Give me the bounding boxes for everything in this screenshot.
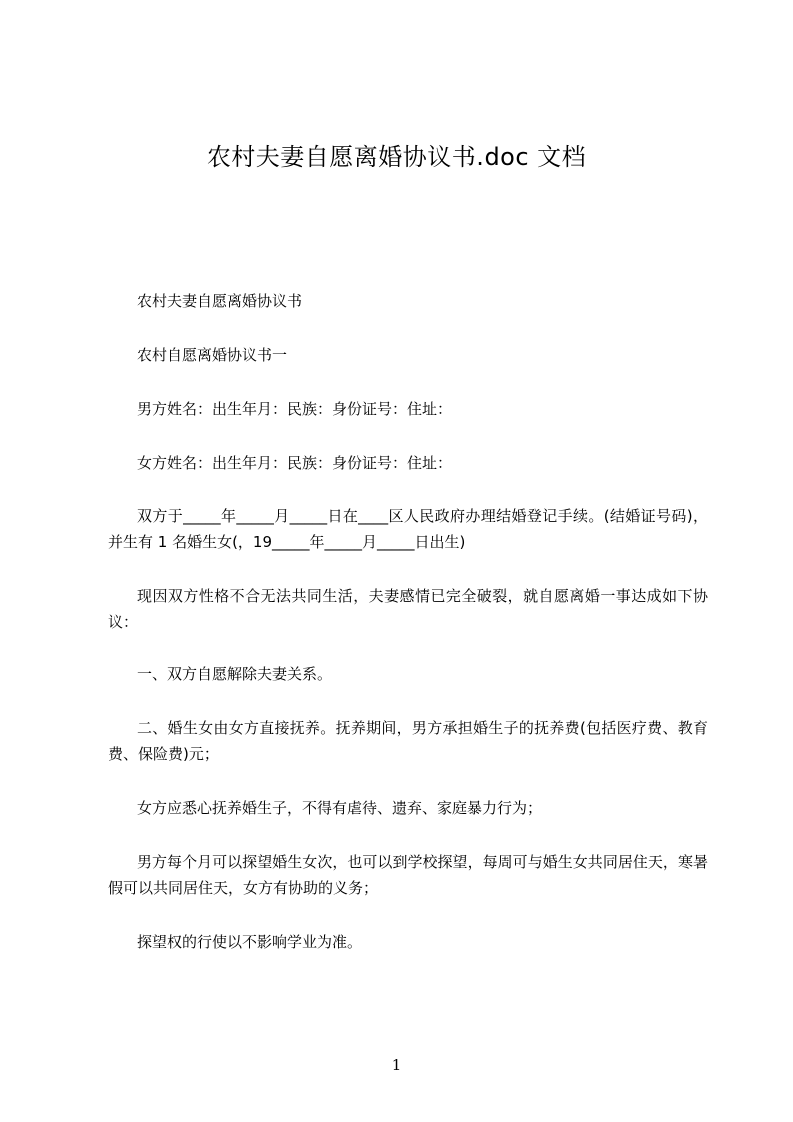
paragraph-wife-info: 女方姓名：出生年月：民族：身份证号：住址： <box>137 454 453 472</box>
paragraph-visitation: 男方每个月可以探望婚生女次，也可以到学校探望，每周可与婚生女共同居住天，寒暑假可以共同居住天，女方有协助的义务； <box>108 853 708 897</box>
paragraph-marriage-registration: 双方于_____年_____月_____日在____区人民政府办理结婚登记手续。(结婚证号码)，并生有 1 名婚生女(，19_____年_____月_____日出生) <box>108 507 708 551</box>
paragraph-agreement-title: 农村夫妻自愿离婚协议书 <box>137 292 303 310</box>
paragraph-husband-info: 男方姓名：出生年月：民族：身份证号：住址： <box>137 400 453 418</box>
paragraph-visitation-limit: 探望权的行使以不影响学业为准。 <box>137 933 363 951</box>
page-number: 1 <box>391 1056 402 1074</box>
paragraph-clause-1: 一、双方自愿解除夫妻关系。 <box>137 665 333 683</box>
paragraph-divorce-reason: 现因双方性格不合无法共同生活，夫妻感情已完全破裂，就自愿离婚一事达成如下协议： <box>108 587 708 631</box>
paragraph-clause-2: 二、婚生女由女方直接抚养。抚养期间，男方承担婚生子的抚养费(包括医疗费、教育费、保险费)元； <box>108 719 708 763</box>
paragraph-custody-duty: 女方应悉心抚养婚生子，不得有虐待、遗弃、家庭暴力行为； <box>137 799 543 817</box>
document-title: 农村夫妻自愿离婚协议书.doc 文档 <box>206 143 587 171</box>
paragraph-agreement-subtitle: 农村自愿离婚协议书一 <box>137 346 288 364</box>
